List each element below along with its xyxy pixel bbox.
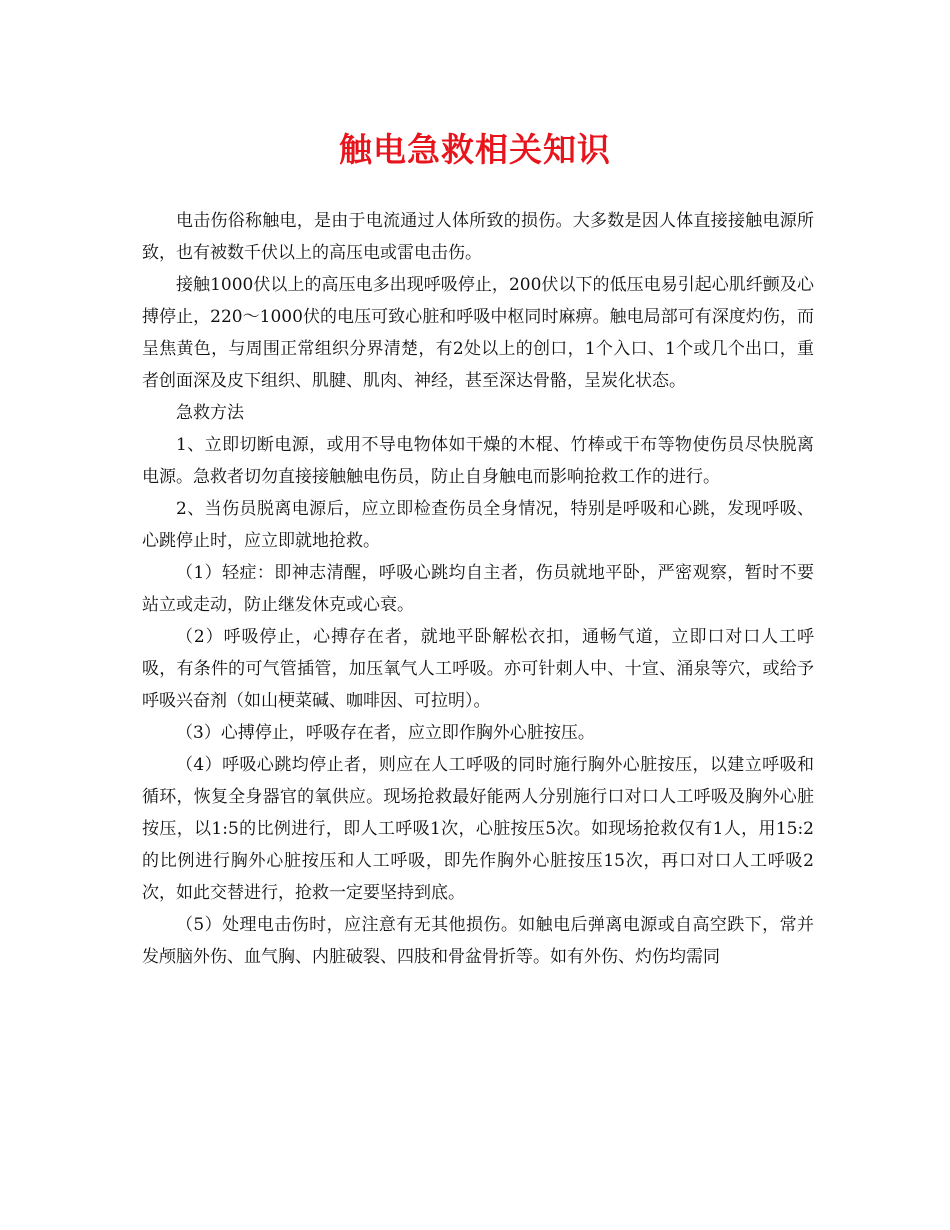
paragraph-definition: 电击伤俗称触电，是由于电流通过人体所致的损伤。大多数是因人体直接接触电源所致，也有被数千伏以上的高压电或雷电击伤。: [142, 211, 814, 263]
document-body: [142, 205, 814, 973]
paragraph-step-2: 2、当伤员脱离电源后，应立即检查伤员全身情况，特别是呼吸和心跳，发现呼吸、心跳停止时，应立即就地抢救。: [142, 499, 814, 551]
paragraph-case-2: （2）呼吸停止，心搏存在者，就地平卧解松衣扣，通畅气道，立即口对口人工呼吸，有条件的可气管插管，加压氧气人工呼吸。亦可针刺人中、十宣、涌泉等穴，或给予呼吸兴奋剂（如山梗菜碱、咖啡因、可拉明）。: [142, 627, 814, 711]
paragraph-case-5: （5）处理电击伤时，应注意有无其他损伤。如触电后弹离电源或自高空跌下，常并发颅脑外伤、血气胸、内脏破裂、四肢和骨盆骨折等。如有外伤、灼伤均需同: [142, 915, 814, 967]
paragraph-case-4: （4）呼吸心跳均停止者，则应在人工呼吸的同时施行胸外心脏按压，以建立呼吸和循环，恢复全身器官的氧供应。现场抢救最好能两人分别施行口对口人工呼吸及胸外心脏按压，以1:5的比例进行，即人工呼吸1次，心脏按压5次。如现场抢救仅有1人，用15:2的比例进行胸外心脏按压和人工呼吸，即先作胸外心脏按压15次，再口对口人工呼吸2次，如此交替进行，抢救一定要坚持到底。: [142, 755, 814, 903]
paragraph-case-3: （3）心搏停止，呼吸存在者，应立即作胸外心脏按压。: [176, 723, 595, 743]
paragraph-case-1: （1）轻症：即神志清醒，呼吸心跳均自主者，伤员就地平卧，严密观察，暂时不要站立或走动，防止继发休克或心衰。: [142, 563, 814, 615]
paragraph-symptoms: 接触1000伏以上的高压电多出现呼吸停止，200伏以下的低压电易引起心肌纤颤及心搏停止，220～1000伏的电压可致心脏和呼吸中枢同时麻痹。触电局部可有深度灼伤，而呈焦黄色，与周围正常组织分界清楚，有2处以上的创口，1个入口、1个或几个出口，重者创面深及皮下组织、肌腱、肌肉、神经，甚至深达骨骼，呈炭化状态。: [142, 275, 814, 391]
section-heading-first-aid: 急救方法: [176, 403, 244, 423]
document-title: 触电急救相关知识: [339, 130, 611, 169]
paragraph-step-1: 1、立即切断电源，或用不导电物体如干燥的木棍、竹棒或干布等物使伤员尽快脱离电源。急救者切勿直接接触触电伤员，防止自身触电而影响抢救工作的进行。: [142, 435, 814, 487]
